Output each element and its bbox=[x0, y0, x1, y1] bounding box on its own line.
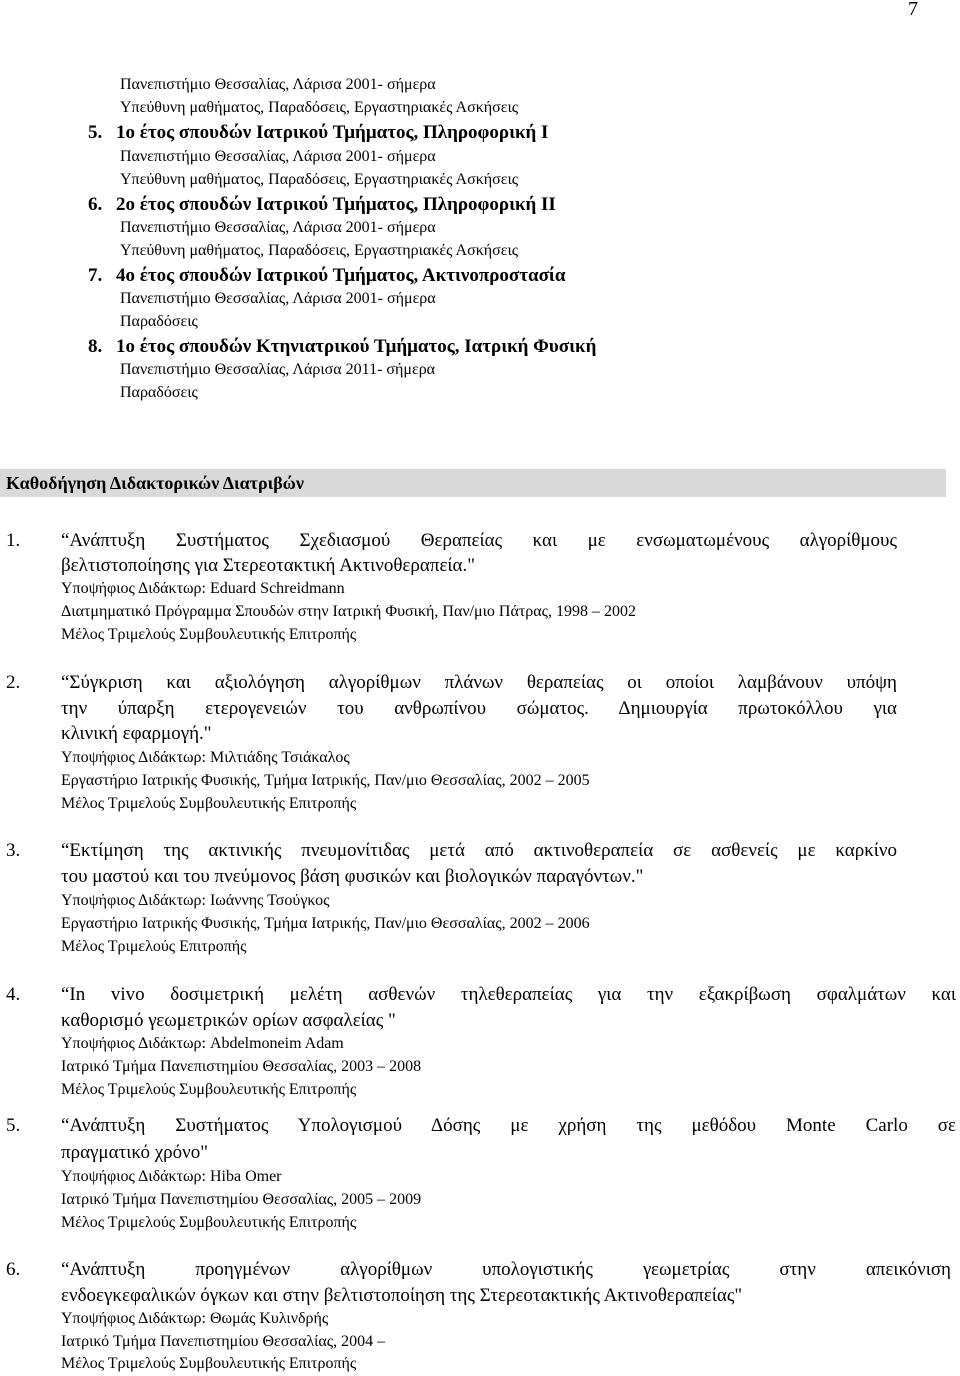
course-title: 2ο έτος σπουδών Ιατρικού Τμήματος, Πληροφορική ΙΙ bbox=[116, 194, 556, 215]
thesis-role: Μέλος Τριμελούς Επιτροπής bbox=[61, 938, 247, 955]
thesis-title-line: “Εκτίμηση της ακτινικής πνευμονίτιδας μετά από ακτινοθεραπεία σε ασθενείς με καρκίνο bbox=[61, 840, 897, 861]
thesis-title-line: βελτιστοποίησης για Στερεοτακτική Ακτινοθεραπεία." bbox=[61, 555, 475, 576]
thesis-title-line: κλινική εφαρμογή." bbox=[61, 723, 212, 744]
thesis-title-line: “Ανάπτυξη Συστήματος Υπολογισμού Δόσης με χρήση της μεθόδου Monte Carlo σε bbox=[61, 1115, 956, 1136]
thesis-number: 6. bbox=[6, 1259, 21, 1280]
thesis-title-line: “Σύγκριση και αξιολόγηση αλγορίθμων πλάνων θεραπείας οι οποίοι λαμβάνουν υπόψη bbox=[61, 672, 897, 693]
course-title: 1ο έτος σπουδών Κτηνιατρικού Τμήματος, Ιατρική Φυσική bbox=[116, 336, 597, 357]
course-line: Υπεύθυνη μαθήματος, Παραδόσεις, Εργαστηριακές Ασκήσεις bbox=[120, 171, 519, 188]
thesis-title-line: καθορισμό γεωμετρικών ορίων ασφαλείας " bbox=[61, 1010, 396, 1031]
page-number: 7 bbox=[908, 0, 918, 20]
thesis-number: 2. bbox=[6, 672, 21, 693]
course-line: Παραδόσεις bbox=[120, 384, 198, 401]
thesis-candidate: Υποψήφιος Διδάκτωρ: Eduard Schreidmann bbox=[61, 580, 345, 597]
thesis-number: 4. bbox=[6, 984, 21, 1005]
course-line: Πανεπιστήμιο Θεσσαλίας, Λάρισα 2001- σήμερα bbox=[120, 290, 436, 307]
section-header: Καθοδήγηση Διδακτορικών Διατριβών bbox=[6, 473, 304, 493]
thesis-institution: Εργαστήριο Ιατρικής Φυσικής, Τμήμα Ιατρικής, Παν/μιο Θεσσαλίας, 2002 – 2005 bbox=[61, 772, 590, 789]
course-line: Πανεπιστήμιο Θεσσαλίας, Λάρισα 2001- σήμερα bbox=[120, 148, 436, 165]
course-number: 7. bbox=[88, 265, 103, 286]
course-intro-line: Υπεύθυνη μαθήματος, Παραδόσεις, Εργαστηριακές Ασκήσεις bbox=[120, 99, 519, 116]
thesis-institution: Ιατρικό Τμήμα Πανεπιστημίου Θεσσαλίας, 2004 – bbox=[61, 1333, 386, 1350]
course-line: Υπεύθυνη μαθήματος, Παραδόσεις, Εργαστηριακές Ασκήσεις bbox=[120, 242, 519, 259]
thesis-title-line: την ύπαρξη ετερογενειών του ανθρωπίνου σώματος. Δημιουργία πρωτοκόλλου για bbox=[61, 698, 897, 719]
thesis-number: 1. bbox=[6, 530, 21, 551]
thesis-institution: Εργαστήριο Ιατρικής Φυσικής, Τμήμα Ιατρικής, Παν/μιο Θεσσαλίας, 2002 – 2006 bbox=[61, 915, 590, 932]
thesis-title-line: “Ανάπτυξη Συστήματος Σχεδιασμού Θεραπείας και με ενσωματωμένους αλγορίθμους bbox=[61, 530, 897, 551]
thesis-role: Μέλος Τριμελούς Συμβουλευτικής Επιτροπής bbox=[61, 1355, 357, 1372]
course-number: 5. bbox=[88, 122, 103, 143]
thesis-number: 5. bbox=[6, 1115, 21, 1136]
course-title: 4ο έτος σπουδών Ιατρικού Τμήματος, Ακτινοπροστασία bbox=[116, 265, 566, 286]
thesis-title-line: ενδοεγκεφαλικών όγκων και στην βελτιστοποίηση της Στερεοτακτικής Ακτινοθεραπείας" bbox=[61, 1285, 743, 1306]
thesis-number: 3. bbox=[6, 840, 21, 861]
thesis-role: Μέλος Τριμελούς Συμβουλευτικής Επιτροπής bbox=[61, 626, 357, 643]
thesis-title-line: “In vivo δοσιμετρική μελέτη ασθενών τηλεθεραπείας για την εξακρίβωση σφαλμάτων και bbox=[61, 984, 956, 1005]
thesis-institution: Διατμηματικό Πρόγραμμα Σπουδών στην Ιατρική Φυσική, Παν/μιο Πάτρας, 1998 – 2002 bbox=[61, 603, 636, 620]
thesis-role: Μέλος Τριμελούς Συμβουλευτικής Επιτροπής bbox=[61, 1081, 357, 1098]
course-intro-line: Πανεπιστήμιο Θεσσαλίας, Λάρισα 2001- σήμερα bbox=[120, 76, 436, 93]
thesis-title-line: του μαστού και του πνεύμονος βάση φυσικών και βιολογικών παραγόντων." bbox=[61, 866, 644, 887]
course-number: 6. bbox=[88, 194, 103, 215]
course-line: Παραδόσεις bbox=[120, 313, 198, 330]
course-title: 1ο έτος σπουδών Ιατρικού Τμήματος, Πληροφορική Ι bbox=[116, 122, 549, 143]
thesis-candidate: Υποψήφιος Διδάκτωρ: Μιλτιάδης Τσιάκαλος bbox=[61, 749, 350, 766]
thesis-candidate: Υποψήφιος Διδάκτωρ: Θωμάς Κυλινδρής bbox=[61, 1310, 329, 1327]
thesis-institution: Ιατρικό Τμήμα Πανεπιστημίου Θεσσαλίας, 2005 – 2009 bbox=[61, 1191, 422, 1208]
thesis-candidate: Υποψήφιος Διδάκτωρ: Ιωάννης Τσούγκος bbox=[61, 892, 330, 909]
course-line: Πανεπιστήμιο Θεσσαλίας, Λάρισα 2011- σήμερα bbox=[120, 361, 436, 378]
thesis-role: Μέλος Τριμελούς Συμβουλευτικής Επιτροπής bbox=[61, 795, 357, 812]
thesis-institution: Ιατρικό Τμήμα Πανεπιστημίου Θεσσαλίας, 2003 – 2008 bbox=[61, 1058, 422, 1075]
thesis-candidate: Υποψήφιος Διδάκτωρ: Hiba Omer bbox=[61, 1168, 282, 1185]
thesis-candidate: Υποψήφιος Διδάκτωρ: Abdelmoneim Adam bbox=[61, 1035, 344, 1052]
course-number: 8. bbox=[88, 336, 103, 357]
thesis-title-line: “Ανάπτυξη προηγμένων αλγορίθμων υπολογιστικής γεωμετρίας στην απεικόνιση bbox=[61, 1259, 951, 1280]
course-line: Πανεπιστήμιο Θεσσαλίας, Λάρισα 2001- σήμερα bbox=[120, 219, 436, 236]
thesis-role: Μέλος Τριμελούς Συμβουλευτικής Επιτροπής bbox=[61, 1214, 357, 1231]
thesis-title-line: πραγματικό χρόνο" bbox=[61, 1142, 208, 1163]
